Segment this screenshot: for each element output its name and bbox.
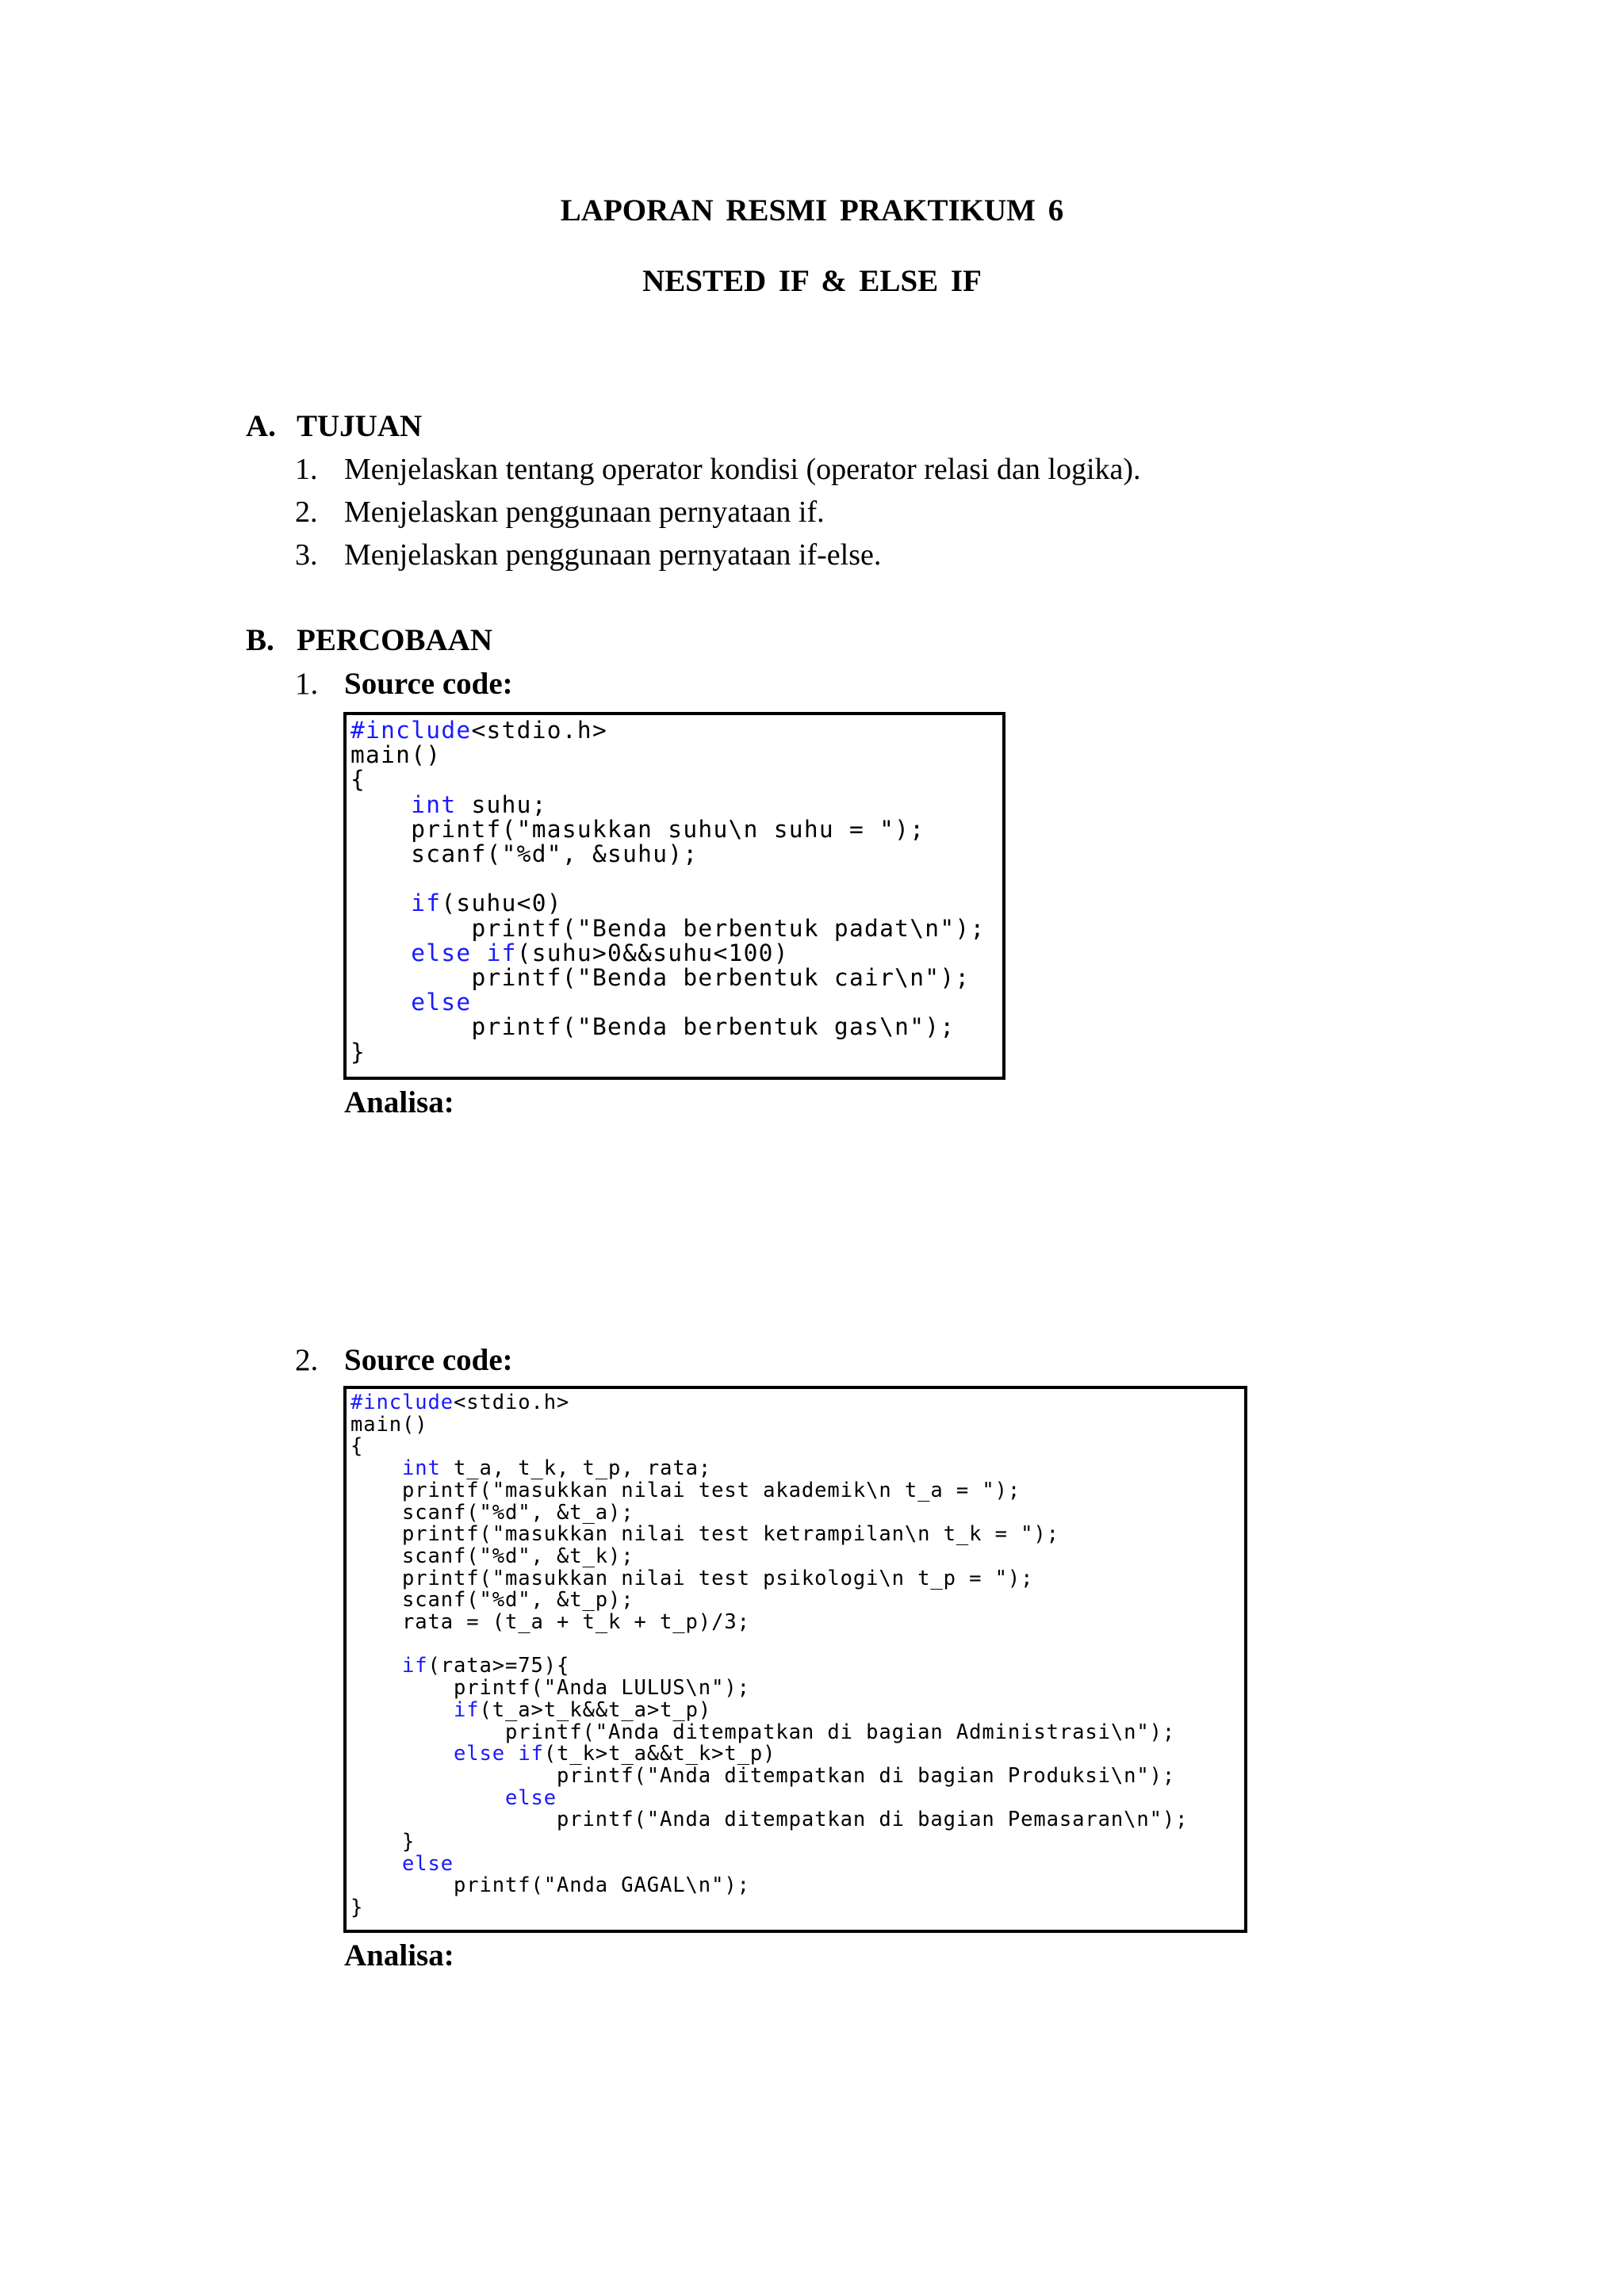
report-title: LAPORAN RESMI PRAKTIKUM 6 (560, 193, 1064, 228)
tujuan-item-2 (295, 495, 825, 530)
source-code-2: #include<stdio.h> main() { int t_a, t_k, t_p, rata; printf("masukkan nilai test akademik\n t_a = "); scanf("%d", &t_a); printf("masukkan nilai test ketrampilan\n t_k = "); scanf("%d", &t_k); printf("masukkan nilai test psikologi\n t_p = "); scanf("%d", &t_p); rata = (t_a + t_k + t_p)/3; if(rata>=75){ printf("Anda LULUS\n"); if(t_a>t_k&&t_a>t_p) printf("Anda ditempatkan di bagian Administrasi\n"); else if(t_k>t_a&&t_k>t_p) printf("Anda ditempatkan di bagian Produksi\n"); else printf("Anda ditempatkan di bagian Pemasaran\n"); } else printf("Anda GAGAL\n"); } (350, 1391, 1189, 1920)
tujuan-item-text: Menjelaskan penggunaan pernyataan if. (344, 496, 825, 529)
analisa-label-2: Analisa: (344, 1938, 454, 1973)
source-code-label: Source code: (344, 1343, 513, 1377)
percobaan-2-heading (295, 1342, 513, 1378)
tujuan-item-number: 3. (295, 538, 318, 572)
percobaan-number: 1. (295, 667, 319, 701)
tujuan-item-text: Menjelaskan penggunaan pernyataan if-else. (344, 538, 882, 572)
tujuan-item-1 (295, 452, 1141, 487)
percobaan-1-heading (295, 666, 513, 702)
source-code-box-2 (343, 1386, 1247, 1933)
section-a-label: TUJUAN (297, 409, 423, 443)
report-subtitle: NESTED IF & ELSE IF (642, 264, 982, 298)
section-b-heading (246, 622, 492, 658)
tujuan-item-text: Menjelaskan tentang operator kondisi (operator relasi dan logika). (344, 453, 1141, 486)
tujuan-item-number: 2. (295, 496, 318, 529)
source-code-1: #include<stdio.h> main() { int suhu; printf("masukkan suhu\n suhu = "); scanf("%d", &suhu); if(suhu<0) printf("Benda berbentuk padat\n"); else if(suhu>0&&suhu<100) printf("Benda berbentuk cair\n"); else printf("Benda berbentuk gas\n"); } (350, 717, 986, 1066)
source-code-label: Source code: (344, 667, 513, 701)
tujuan-item-number: 1. (295, 453, 318, 486)
section-b-label: PERCOBAAN (297, 623, 493, 657)
section-a-heading (246, 408, 422, 444)
section-b-letter: B. (246, 623, 274, 657)
analisa-label-1: Analisa: (344, 1085, 454, 1119)
percobaan-number: 2. (295, 1343, 319, 1377)
source-code-box-1 (343, 712, 1005, 1080)
section-a-letter: A. (246, 409, 276, 443)
tujuan-item-3 (295, 538, 881, 572)
